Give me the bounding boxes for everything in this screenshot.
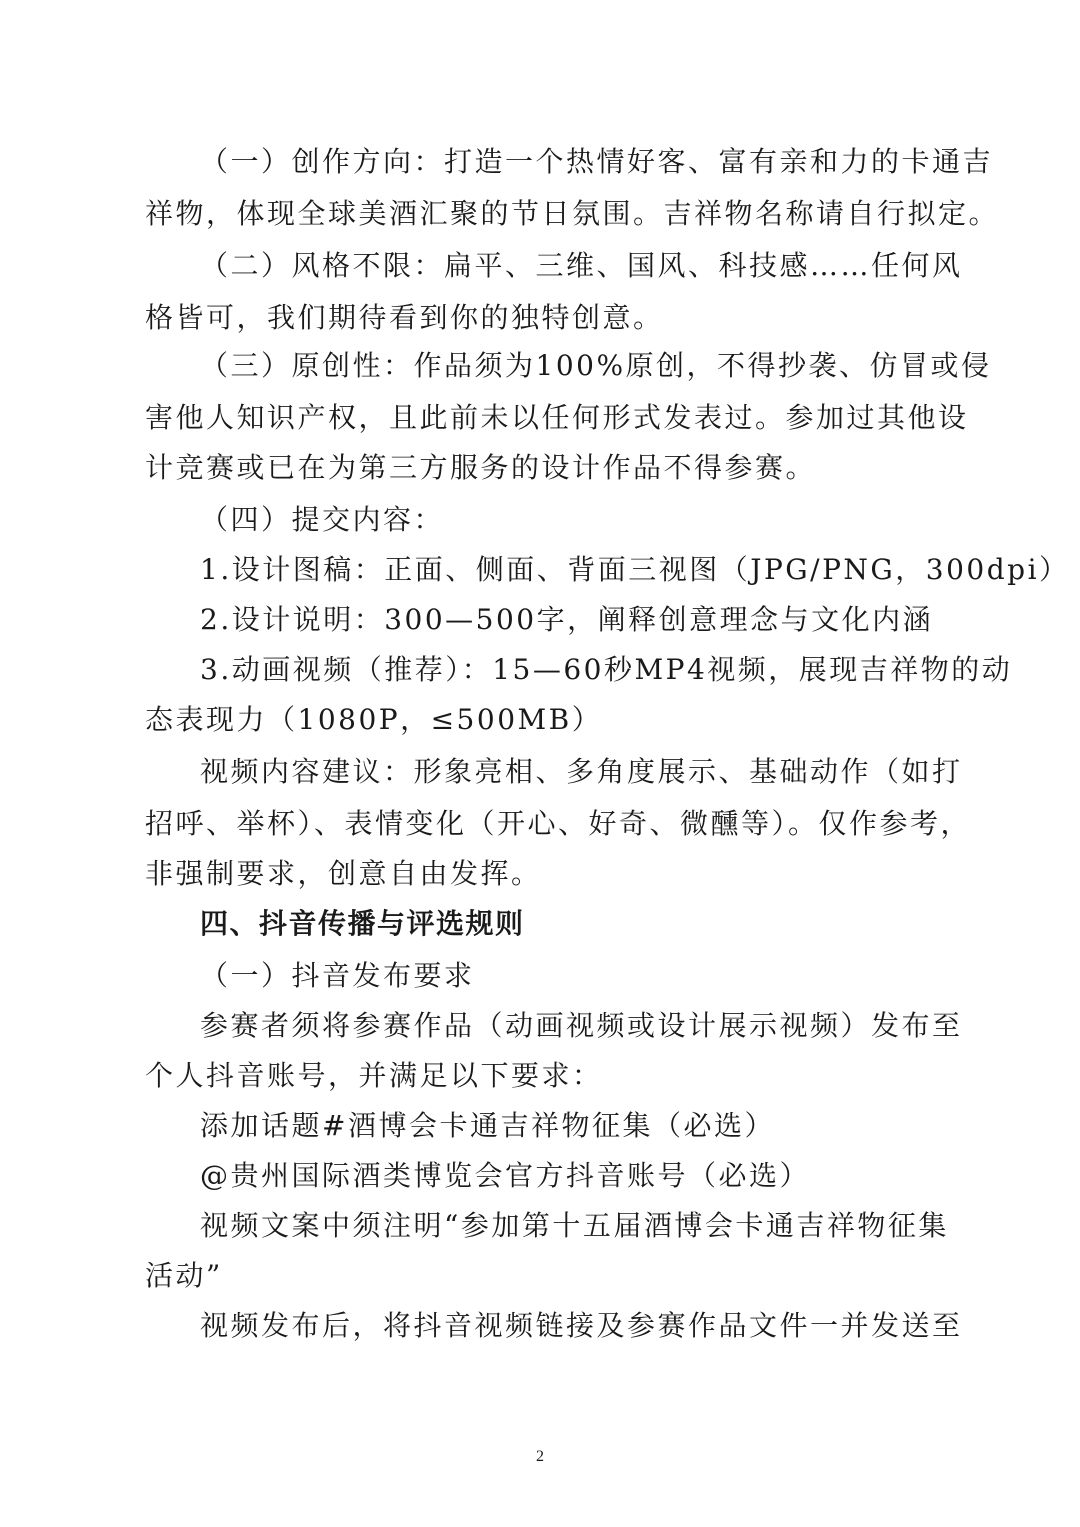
paragraph-line: 视频内容建议：形象亮相、多角度展示、基础动作（如打 xyxy=(200,755,963,788)
requirement-item: 视频文案中须注明“参加第十五届酒博会卡通吉祥物征集 xyxy=(200,1209,949,1242)
list-item: 1.设计图稿：正面、侧面、背面三视图（JPG/PNG，300dpi） xyxy=(200,553,1070,586)
subsection-heading: （一）抖音发布要求 xyxy=(200,959,475,992)
list-item: 3.动画视频（推荐）：15—60秒MP4视频，展现吉祥物的动 xyxy=(200,653,1013,686)
requirement-item: @贵州国际酒类博览会官方抖音账号（必选） xyxy=(200,1159,811,1192)
paragraph-line: 招呼、举杯）、表情变化（开心、好奇、微醺等）。仅作参考， xyxy=(145,807,972,840)
paragraph-line: 视频发布后，将抖音视频链接及参赛作品文件一并发送至 xyxy=(200,1309,963,1342)
requirement-item: 添加话题#酒博会卡通吉祥物征集（必选） xyxy=(200,1109,775,1142)
paragraph-line: 个人抖音账号，并满足以下要求： xyxy=(145,1059,603,1092)
paragraph-line: （二）风格不限：扁平、三维、国风、科技感……任何风 xyxy=(200,249,963,282)
paragraph-line: （一）创作方向：打造一个热情好客、富有亲和力的卡通吉 xyxy=(200,145,994,178)
paragraph-line: （四）提交内容： xyxy=(200,503,445,536)
paragraph-line: 参赛者须将参赛作品（动画视频或设计展示视频）发布至 xyxy=(200,1009,963,1042)
paragraph-line: 格皆可，我们期待看到你的独特创意。 xyxy=(145,301,664,334)
paragraph-line: 祥物，体现全球美酒汇聚的节日氛围。吉祥物名称请自行拟定。 xyxy=(145,197,1000,230)
section-heading: 四、抖音传播与评选规则 xyxy=(200,907,525,940)
paragraph-line: 计竞赛或已在为第三方服务的设计作品不得参赛。 xyxy=(145,451,817,484)
paragraph-line: （三）原创性：作品须为100%原创，不得抄袭、仿冒或侵 xyxy=(200,349,992,382)
page-number: 2 xyxy=(536,1448,544,1465)
paragraph-line: 态表现力（1080P，≤500MB） xyxy=(145,703,603,736)
list-item: 2.设计说明：300—500字，阐释创意理念与文化内涵 xyxy=(200,603,934,636)
paragraph-line: 非强制要求，创意自由发挥。 xyxy=(145,857,542,890)
paragraph-line: 害他人知识产权，且此前未以任何形式发表过。参加过其他设 xyxy=(145,401,969,434)
paragraph-line: 活动” xyxy=(145,1259,223,1292)
